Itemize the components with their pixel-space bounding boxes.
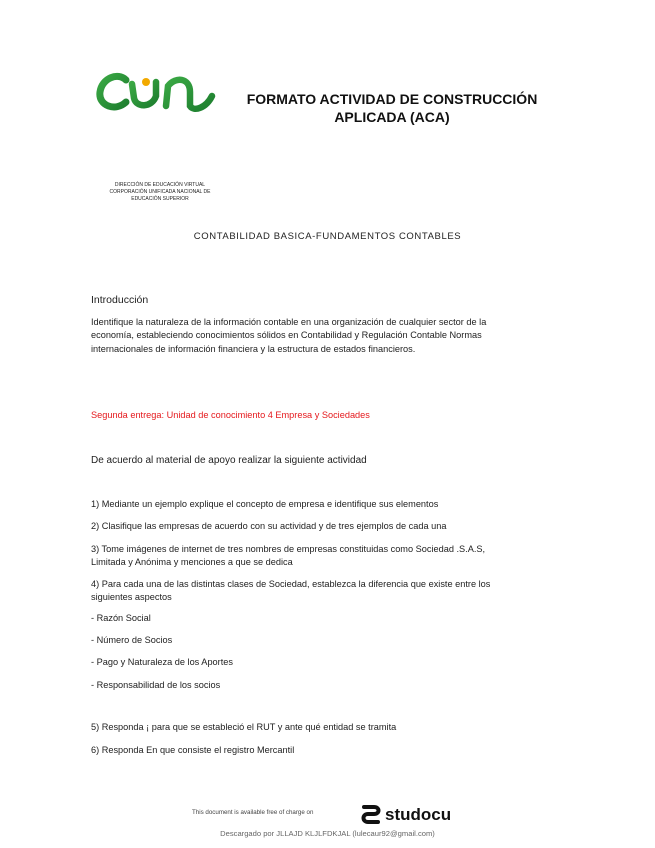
aspect-item — [91, 634, 566, 647]
question-6 — [91, 744, 566, 757]
institution-line: DIRECCIÓN DE EDUCACIÓN VIRTUAL — [114, 182, 206, 188]
institution-line: EDUCACIÓN SUPERIOR — [131, 196, 189, 202]
question-1 — [91, 498, 566, 511]
institution-block — [96, 182, 224, 203]
cun-logo — [96, 66, 218, 116]
question-4 — [91, 578, 566, 603]
question-line: 2) Clasifique las empresas de acuerdo con su actividad y de tres ejemplos de cada una — [91, 521, 447, 531]
intro-line: Identifique la naturaleza de la información contable en una organización de cualquier sector de la — [91, 317, 487, 327]
aspect-item — [91, 679, 566, 692]
availability-note: This document is available free of charge on — [192, 809, 314, 816]
question-line: - Razón Social — [91, 613, 151, 623]
question-line: Limitada y Anónima y menciones a que se dedica — [91, 556, 293, 567]
intro-heading: Introducción — [91, 294, 149, 306]
studocu-icon — [360, 804, 382, 826]
studocu-wordmark: studocu — [385, 805, 452, 824]
question-line: 6) Responda En que consiste el registro Mercantil — [91, 745, 295, 755]
document-title — [222, 90, 562, 126]
question-line: - Número de Socios — [91, 635, 173, 645]
question-line: 5) Responda ¡ para que se estableció el RUT y ante qué entidad se tramita — [91, 722, 397, 732]
studocu-logo-link[interactable] — [360, 803, 468, 827]
intro-line: economía, estableciendo conocimientos sólidos en Contabilidad y Regulación Contable Normas — [91, 330, 482, 341]
instruction-text: De acuerdo al material de apoyo realizar la siguiente actividad — [91, 455, 367, 466]
intro-paragraph — [91, 316, 566, 356]
aspect-item — [91, 612, 566, 625]
title-line-1: FORMATO ACTIVIDAD DE CONSTRUCCIÓN — [246, 91, 538, 107]
question-2 — [91, 520, 566, 533]
question-line: 1) Mediante un ejemplo explique el concepto de empresa e identifique sus elementos — [91, 499, 439, 509]
question-line: - Responsabilidad de los socios — [91, 680, 221, 690]
aspect-item — [91, 656, 566, 669]
institution-line: CORPORACIÓN UNIFICADA NACIONAL DE — [109, 189, 211, 195]
course-name: CONTABILIDAD BASICA-FUNDAMENTOS CONTABLES — [193, 231, 462, 242]
question-5 — [91, 721, 566, 734]
title-line-2: APLICADA (ACA) — [334, 109, 450, 125]
question-line: 3) Tome imágenes de internet de tres nombres de empresas constituidas como Sociedad .S.A.S, — [91, 544, 486, 554]
segunda-entrega: Segunda entrega: Unidad de conocimiento 4 Empresa y Sociedades — [91, 410, 370, 420]
question-line: - Pago y Naturaleza de los Aportes — [91, 657, 233, 667]
intro-line: internacionales de información financiera y la estructura de estados financieros. — [91, 343, 416, 354]
question-line: siguientes aspectos — [91, 591, 172, 602]
question-3 — [91, 543, 566, 568]
download-note: Descargado por JLLAJD KLJLFDKJAL (lulecaur92@gmail.com) — [220, 829, 435, 838]
question-line: 4) Para cada una de las distintas clases de Sociedad, establezca la diferencia que existe entre los — [91, 579, 491, 589]
